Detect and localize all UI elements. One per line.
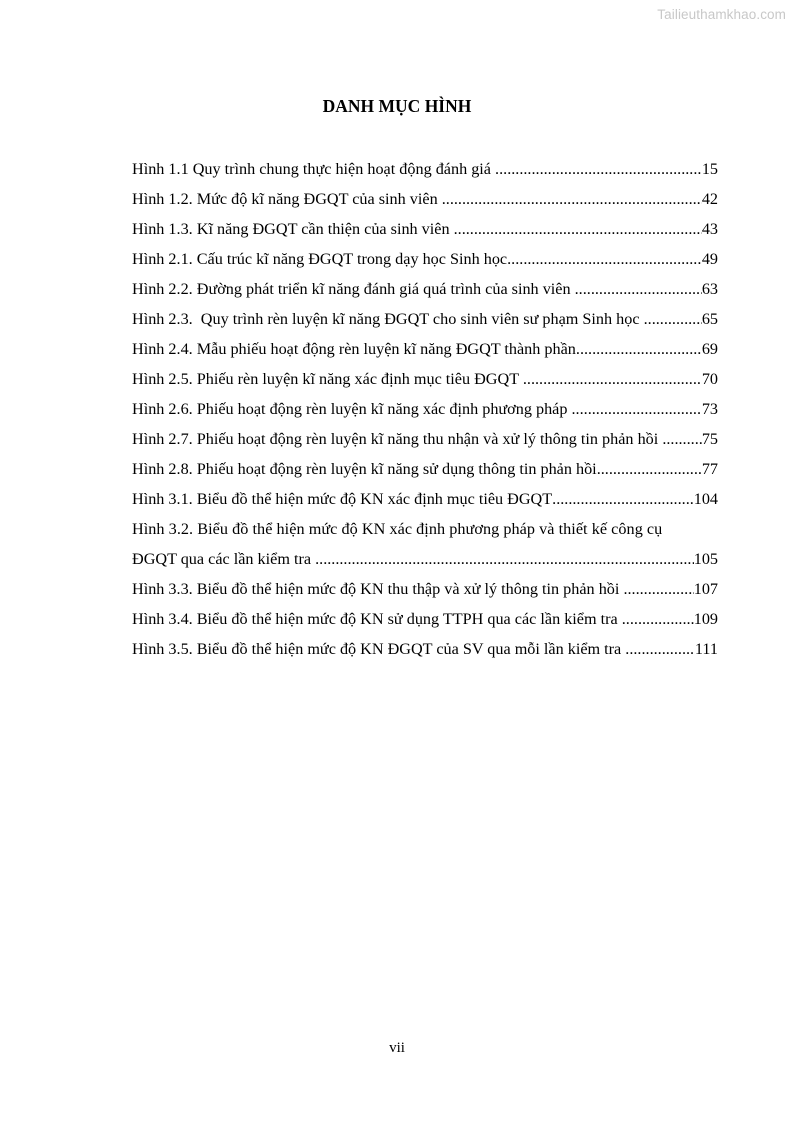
list-item[interactable] bbox=[132, 604, 718, 634]
entry-label: Hình 2.5. Phiếu rèn luyện kĩ năng xác định mục tiêu ĐGQT bbox=[132, 370, 523, 388]
page-number: vii bbox=[389, 1040, 405, 1056]
dot-leader bbox=[644, 304, 702, 334]
list-item[interactable] bbox=[132, 394, 718, 424]
entry-page: 73 bbox=[701, 400, 718, 418]
dot-leader bbox=[622, 604, 694, 634]
dot-leader bbox=[662, 424, 702, 454]
list-item[interactable] bbox=[132, 184, 718, 214]
list-item[interactable] bbox=[132, 154, 718, 184]
entry-page: 49 bbox=[701, 250, 718, 268]
entry-label: Hình 2.8. Phiếu hoạt động rèn luyện kĩ năng sử dụng thông tin phản hồi bbox=[132, 460, 597, 478]
dot-leader bbox=[315, 544, 694, 574]
entry-page: 15 bbox=[701, 160, 718, 178]
entry-page: 104 bbox=[693, 490, 718, 508]
list-item-continuation[interactable] bbox=[132, 544, 718, 574]
dot-leader bbox=[576, 334, 702, 364]
dot-leader bbox=[454, 214, 702, 244]
entry-page: 70 bbox=[701, 370, 718, 388]
dot-leader bbox=[495, 154, 702, 184]
list-item[interactable] bbox=[132, 574, 718, 604]
entry-page: 43 bbox=[701, 220, 718, 238]
entry-page: 65 bbox=[701, 310, 718, 328]
list-item[interactable] bbox=[132, 214, 718, 244]
entry-page: 69 bbox=[701, 340, 718, 358]
entry-page: 75 bbox=[701, 430, 718, 448]
entry-page: 63 bbox=[701, 280, 718, 298]
list-item[interactable] bbox=[132, 454, 718, 484]
dot-leader bbox=[623, 574, 693, 604]
entry-label: Hình 1.3. Kĩ năng ĐGQT cần thiện của sinh viên bbox=[132, 220, 454, 238]
entry-label: Hình 2.7. Phiếu hoạt động rèn luyện kĩ năng thu nhận và xử lý thông tin phản hồi bbox=[132, 430, 663, 448]
entry-label: ĐGQT qua các lần kiểm tra bbox=[132, 550, 316, 568]
dot-leader bbox=[597, 454, 702, 484]
entry-label: Hình 2.2. Đường phát triển kĩ năng đánh giá quá trình của sinh viên bbox=[132, 280, 575, 298]
entry-label: Hình 1.2. Mức độ kĩ năng ĐGQT của sinh viên bbox=[132, 190, 442, 208]
watermark: Tailieuthamkhao.com bbox=[657, 7, 786, 22]
entry-page: 42 bbox=[701, 190, 718, 208]
dot-leader bbox=[575, 274, 702, 304]
entry-page: 107 bbox=[693, 580, 718, 598]
page-title: DANH MỤC HÌNH bbox=[322, 96, 472, 116]
entry-page: 111 bbox=[694, 640, 718, 658]
dot-leader bbox=[442, 184, 702, 214]
entry-page: 105 bbox=[693, 550, 718, 568]
list-item[interactable] bbox=[132, 334, 718, 364]
list-item[interactable] bbox=[132, 274, 718, 304]
list-item[interactable] bbox=[132, 424, 718, 454]
entry-label: Hình 3.1. Biểu đồ thể hiện mức độ KN xác định mục tiêu ĐGQT bbox=[132, 490, 553, 508]
list-item[interactable] bbox=[132, 484, 718, 514]
list-item[interactable] bbox=[132, 634, 718, 664]
entry-label: Hình 3.5. Biểu đồ thể hiện mức độ KN ĐGQT của SV qua mỗi lần kiểm tra bbox=[132, 640, 626, 658]
entry-label: Hình 1.1 Quy trình chung thực hiện hoạt động đánh giá bbox=[132, 160, 496, 178]
dot-leader bbox=[625, 634, 695, 664]
dot-leader bbox=[507, 244, 702, 274]
entry-page: 77 bbox=[701, 460, 718, 478]
entry-label: Hình 2.4. Mẫu phiếu hoạt động rèn luyện kĩ năng ĐGQT thành phần bbox=[132, 340, 576, 358]
list-item[interactable] bbox=[132, 244, 718, 274]
entry-label: Hình 3.3. Biểu đồ thể hiện mức độ KN thu thập và xử lý thông tin phản hồi bbox=[132, 580, 624, 598]
dot-leader bbox=[552, 484, 694, 514]
dot-leader bbox=[572, 394, 702, 424]
list-item-first-line[interactable] bbox=[132, 514, 718, 544]
list-item[interactable] bbox=[132, 304, 718, 334]
list-item[interactable] bbox=[132, 364, 718, 394]
entry-label: Hình 2.6. Phiếu hoạt động rèn luyện kĩ năng xác định phương pháp bbox=[132, 400, 572, 418]
entry-label: Hình 3.2. Biểu đồ thể hiện mức độ KN xác định phương pháp và thiết kế công cụ bbox=[132, 520, 663, 538]
entry-label: Hình 2.3. Quy trình rèn luyện kĩ năng ĐGQT cho sinh viên sư phạm Sinh học bbox=[132, 310, 644, 328]
entry-label: Hình 3.4. Biểu đồ thể hiện mức độ KN sử dụng TTPH qua các lần kiểm tra bbox=[132, 610, 622, 628]
figure-list bbox=[132, 154, 718, 664]
entry-label: Hình 2.1. Cấu trúc kĩ năng ĐGQT trong dạy học Sinh học bbox=[132, 250, 508, 268]
dot-leader bbox=[523, 364, 702, 394]
entry-page: 109 bbox=[693, 610, 718, 628]
